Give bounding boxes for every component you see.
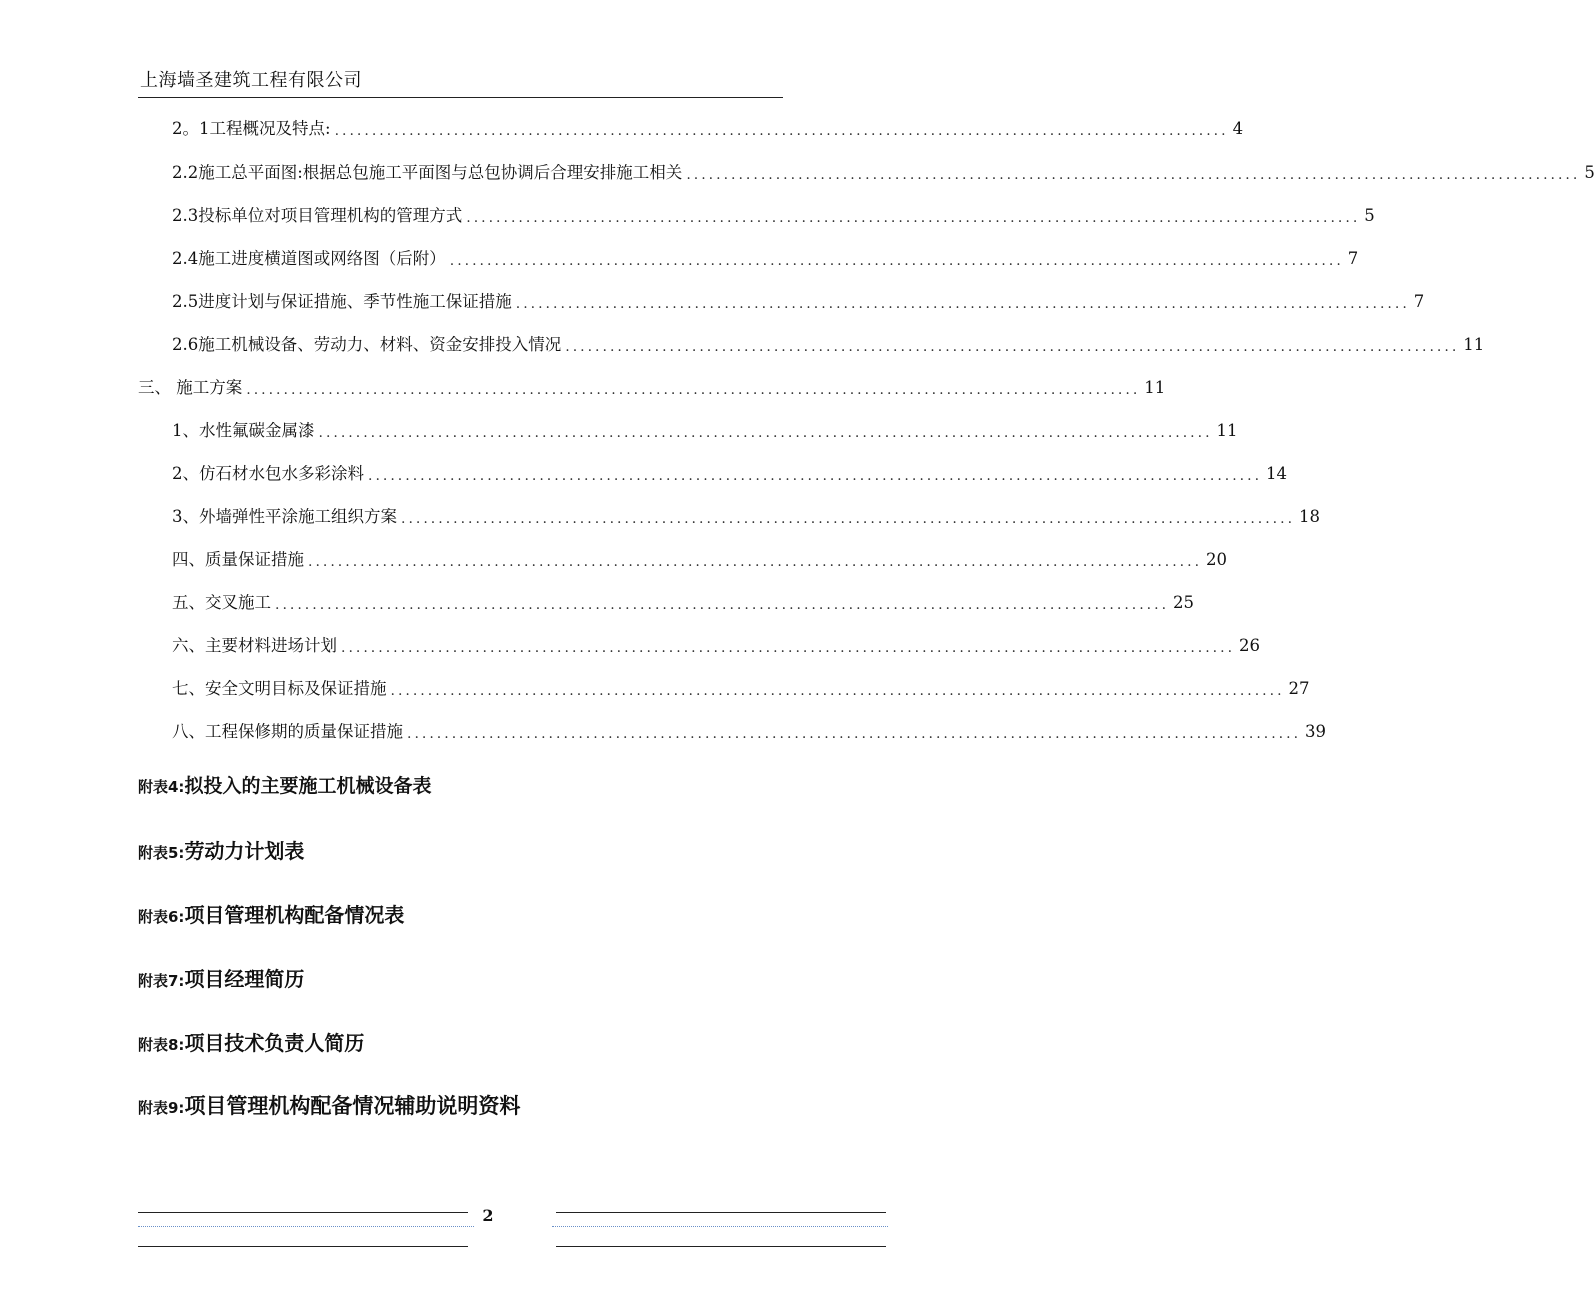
toc-entry[interactable]: [172, 114, 1244, 140]
appendix-entry[interactable]: [138, 963, 304, 992]
footer-rule-left-top: [138, 1212, 468, 1213]
toc-entry-title: 1、水性氟碳金属漆: [172, 421, 315, 440]
toc-entry[interactable]: [172, 287, 1425, 313]
toc-dot-leader: ........................................................................................................................: [334, 123, 1229, 139]
toc-entry-title: 四、质量保证措施: [172, 550, 304, 569]
toc-entry-page: 11: [1463, 335, 1485, 354]
toc-entry[interactable]: [172, 588, 1195, 614]
toc-dot-leader: ........................................................................................................................: [390, 683, 1285, 699]
toc-entry-page: 5: [1584, 163, 1595, 182]
appendix-prefix: 附表8:: [138, 1036, 185, 1054]
toc-entry[interactable]: [172, 201, 1375, 227]
toc-entry-title: 2、仿石材水包水多彩涂料: [172, 464, 364, 483]
toc-entry-page: 14: [1266, 464, 1288, 483]
toc-entry[interactable]: [172, 416, 1238, 442]
appendix-prefix: 附表4:: [138, 778, 185, 796]
toc-dot-leader: ........................................................................................................................: [275, 597, 1170, 613]
toc-entry-page: 11: [1144, 378, 1166, 397]
toc-entry-page: 20: [1206, 550, 1228, 569]
toc-entry-title: 三、 施工方案: [138, 378, 243, 397]
appendix-name: 拟投入的主要施工机械设备表: [184, 775, 432, 797]
toc-entry-title: 五、交叉施工: [172, 593, 271, 612]
appendix-name: 项目技术负责人简历: [184, 1031, 365, 1055]
appendix-prefix: 附表9:: [138, 1099, 185, 1117]
toc-entry-title: 2.3投标单位对项目管理机构的管理方式: [172, 206, 463, 225]
toc-entry[interactable]: [172, 459, 1288, 485]
toc-entry-title: 2。1工程概况及特点:: [172, 119, 331, 138]
toc-entry-page: 25: [1173, 593, 1195, 612]
appendix-name: 项目管理机构配备情况表: [184, 903, 405, 927]
toc-entry-page: 7: [1347, 249, 1359, 268]
toc-dot-leader: ........................................................................................................................: [449, 253, 1344, 269]
toc-dot-leader: ........................................................................................................................: [466, 210, 1361, 226]
toc-entry[interactable]: [172, 158, 1595, 184]
footer-rule-right-top: [556, 1212, 886, 1213]
toc-entry-title: 七、安全文明目标及保证措施: [172, 679, 387, 698]
toc-entry-page: 39: [1305, 722, 1327, 741]
toc-dot-leader: ........................................................................................................................: [246, 382, 1141, 398]
toc-dot-leader: ........................................................................................................................: [368, 468, 1263, 484]
footer-rule-right-dotted: [552, 1226, 888, 1227]
toc-entry-title: 2.2施工总平面图:根据总包施工平面图与总包协调后合理安排施工相关: [172, 163, 683, 182]
appendix-prefix: 附表6:: [138, 908, 185, 926]
toc-entry-title: 六、主要材料进场计划: [172, 636, 337, 655]
toc-entry[interactable]: [172, 244, 1359, 270]
toc-dot-leader: ........................................................................................................................: [407, 726, 1302, 742]
page-number: 2: [482, 1206, 494, 1225]
appendix-prefix: 附表5:: [138, 844, 185, 862]
toc-dot-leader: ........................................................................................................................: [341, 640, 1236, 656]
toc-entry[interactable]: [172, 717, 1327, 743]
toc-entry[interactable]: [172, 631, 1261, 657]
toc-entry-title: 八、工程保修期的质量保证措施: [172, 722, 403, 741]
toc-entry-page: 5: [1364, 206, 1375, 225]
toc-dot-leader: ........................................................................................................................: [308, 554, 1203, 570]
appendix-entry[interactable]: [138, 835, 304, 864]
appendix-entry[interactable]: [138, 1090, 520, 1120]
footer-rule-right-bottom: [556, 1246, 886, 1247]
toc-entry[interactable]: [138, 373, 1166, 399]
appendix-name: 项目管理机构配备情况辅助说明资料: [184, 1093, 521, 1118]
toc-entry-page: 18: [1299, 507, 1321, 526]
appendix-entry[interactable]: [138, 771, 431, 798]
footer-rule-left-bottom: [138, 1246, 468, 1247]
toc-entry[interactable]: [172, 502, 1321, 528]
toc-entry[interactable]: [172, 674, 1310, 700]
appendix-prefix: 附表7:: [138, 972, 185, 990]
toc-entry-title: 3、外墙弹性平涂施工组织方案: [172, 507, 397, 526]
toc-entry[interactable]: [172, 545, 1228, 571]
toc-entry-title: 2.6施工机械设备、劳动力、材料、资金安排投入情况: [172, 335, 562, 354]
toc-entry-page: 4: [1232, 119, 1244, 138]
company-name: 上海墙圣建筑工程有限公司: [140, 70, 362, 91]
appendix-name: 劳动力计划表: [184, 839, 305, 863]
footer-rule-left-dotted: [138, 1226, 474, 1227]
toc-dot-leader: ........................................................................................................................: [686, 167, 1581, 183]
toc-entry-title: 2.5进度计划与保证措施、季节性施工保证措施: [172, 292, 512, 311]
toc-entry-page: 26: [1239, 636, 1261, 655]
appendix-name: 项目经理简历: [184, 967, 305, 991]
toc-dot-leader: ........................................................................................................................: [318, 425, 1213, 441]
appendix-entry[interactable]: [138, 1027, 364, 1056]
toc-entry-page: 11: [1216, 421, 1238, 440]
toc-dot-leader: ........................................................................................................................: [401, 511, 1296, 527]
toc-entry-page: 7: [1413, 292, 1425, 311]
toc-dot-leader: ........................................................................................................................: [515, 296, 1410, 312]
toc-dot-leader: ........................................................................................................................: [565, 339, 1460, 355]
toc-entry-page: 27: [1288, 679, 1310, 698]
appendix-entry[interactable]: [138, 899, 404, 928]
toc-entry[interactable]: [172, 330, 1485, 356]
page-header: [138, 64, 783, 98]
toc-entry-title: 2.4施工进度横道图或网络图（后附）: [172, 249, 446, 268]
